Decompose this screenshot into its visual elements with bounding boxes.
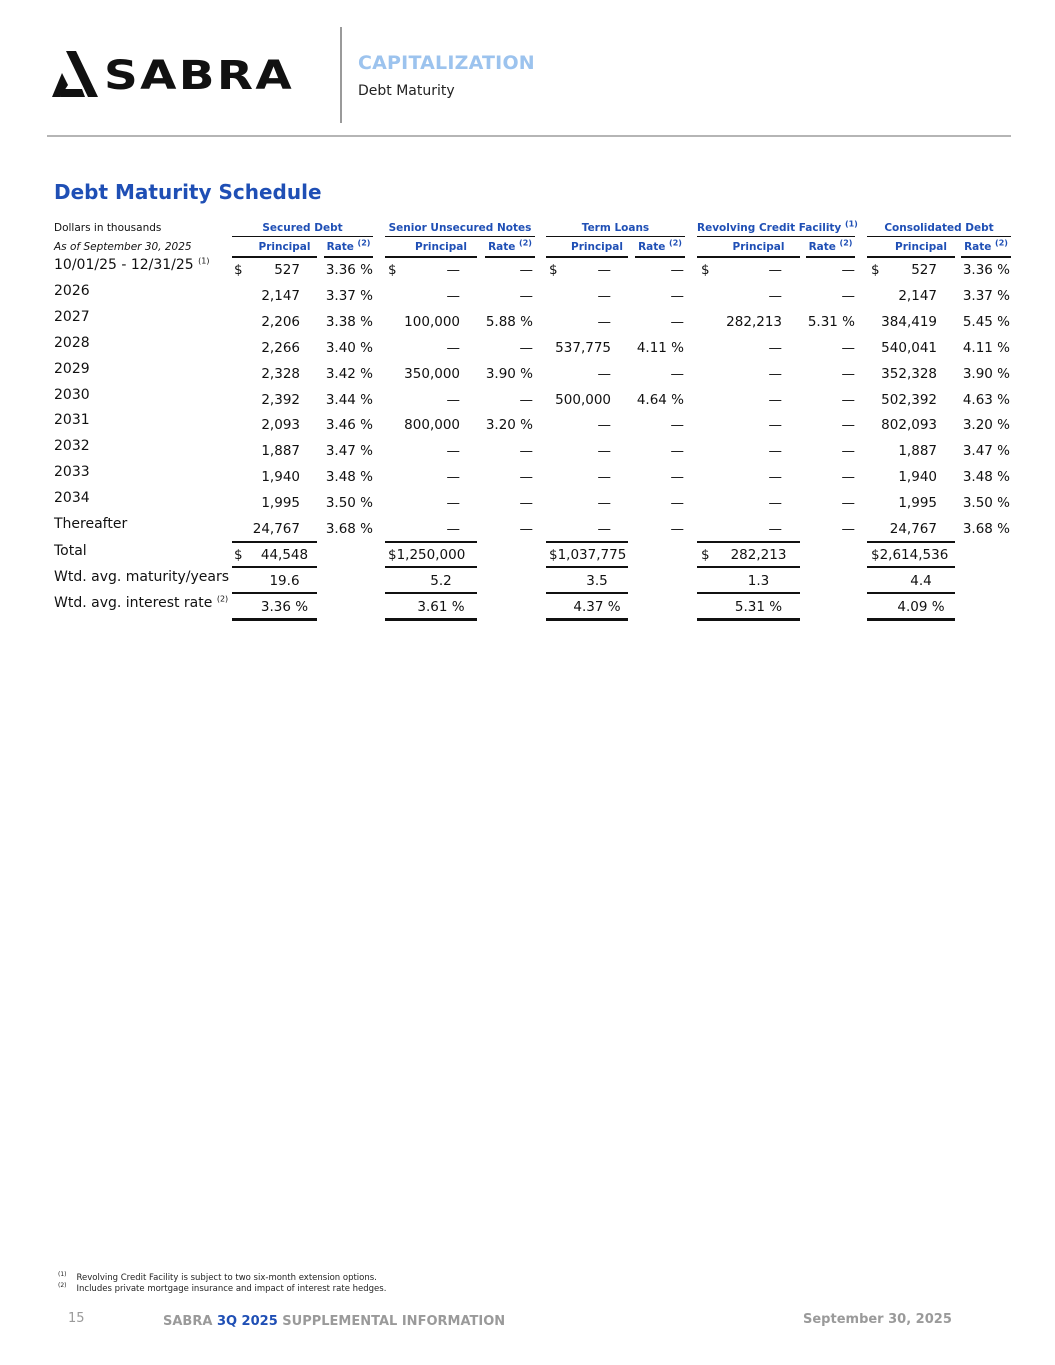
rate-value: 3.46 % [325,417,373,434]
section-subtitle: Debt Maturity [358,83,455,99]
rate-header-note: (2) [669,238,682,248]
rate-value: 3.37 % [962,287,1010,304]
row-label-text: 2031 [54,412,90,429]
rate-value: — [841,417,855,434]
row-label-text: 2033 [54,464,90,481]
group-underline [385,236,535,237]
rate-value: 4.63 % [962,391,1010,408]
group-underline [697,236,855,237]
rate-value: — [519,391,533,408]
header-divider [340,27,342,123]
row-label-text: 2034 [54,490,90,507]
principal-header: Principal [415,241,467,253]
rate-header-underline [635,256,685,258]
principal-value: — [768,495,782,512]
row-label-text: 2026 [54,282,90,299]
rate-header [806,239,855,255]
rate-value: — [841,287,855,304]
row-label-note: (2) [216,594,229,604]
rate-value: 4.11 % [962,339,1010,356]
rate-value: — [841,391,855,408]
principal-value: 1.3 [747,572,770,589]
principal-header-underline [867,256,955,258]
rate-header-label: Rate [964,241,992,253]
row-label [54,438,90,454]
column-group-name: Senior Unsecured Notes [388,222,532,234]
row-label [54,412,90,428]
principal-value: — [597,469,611,486]
principal-value: — [446,287,460,304]
rate-value: — [841,262,855,278]
maturity-rule [546,592,628,594]
rate-header [961,239,1011,255]
principal-value: — [768,287,782,304]
principal-value: — [446,443,460,460]
principal-value: — [597,495,611,512]
rate-header-note: (2) [995,238,1008,248]
column-group-header [697,219,858,236]
footer-brand: SABRA [163,1314,213,1329]
principal-value: 3.5 [586,572,608,589]
principal-value: 1,940 [261,469,300,486]
principal-value: — [446,495,460,512]
rate-value: 3.68 % [962,521,1010,537]
principal-value: — [597,262,611,278]
rate-value: 3.50 % [962,495,1010,512]
rate-value: — [841,495,855,512]
row-label-text: Wtd. avg. maturity/years [54,568,230,585]
principal-value: 384,419 [881,313,937,330]
principal-header: Principal [732,241,785,253]
group-underline [232,236,373,237]
rate-value: 3.44 % [325,391,373,408]
rate-value: — [519,287,533,304]
principal-value: — [597,287,611,304]
footnote-2-text: Includes private mortgage insurance and impact of interest rate hedges. [76,1283,387,1294]
sabra-logo-mark-icon [52,51,297,99]
group-underline [867,236,1011,237]
rate-value: 4.11 % [636,339,684,356]
rate-value: — [841,521,855,537]
currency-symbol: $ [701,546,710,563]
rate-header-underline [324,256,373,258]
rate-value: 3.90 % [485,365,533,382]
column-group-note: (1) [844,219,858,229]
principal-value: — [446,391,460,408]
principal-value: 5.2 [430,572,452,589]
subtotal-rule [546,541,628,543]
row-label [54,335,90,351]
rate-value: — [670,313,684,330]
row-label [54,309,90,325]
column-group-header [385,220,535,236]
principal-value: 24,767 [252,521,300,537]
total-rule [385,566,477,568]
principal-value: — [597,365,611,382]
rate-value: — [841,339,855,356]
interest-rate-rule [867,618,955,621]
principal-value: — [768,521,782,537]
column-group-name: Consolidated Debt [884,222,994,234]
principal-header: Principal [895,241,947,253]
row-label-text: 2029 [54,360,90,377]
row-label-note: (1) [198,256,210,266]
subtotal-rule [232,541,317,543]
rate-header-underline [806,256,855,258]
row-label-text: 2030 [54,386,90,403]
principal-value: 2,206 [261,313,300,330]
rate-value: 5.88 % [485,313,533,330]
rate-value: 3.36 % [325,262,373,278]
rate-value: 3.37 % [325,287,373,304]
rate-value: 3.36 % [962,262,1010,278]
principal-value: 2,328 [261,365,300,382]
interest-rate-rule [697,618,800,621]
rate-value: 4.64 % [636,391,684,408]
rate-value: 3.48 % [962,469,1010,486]
column-group-name: Revolving Credit Facility [697,222,842,234]
principal-value: — [768,443,782,460]
rate-header-note: (2) [839,238,853,248]
rate-header-label: Rate [808,241,836,253]
rate-value: — [670,495,684,512]
principal-header-underline [232,256,317,258]
principal-value: — [768,391,782,408]
principal-value: 2,392 [261,391,300,408]
row-label-text: 2028 [54,334,90,351]
principal-value: — [446,339,460,356]
subtotal-rule [697,541,800,543]
rate-value: 3.38 % [325,313,373,330]
page-number: 15 [68,1311,85,1326]
principal-value: — [446,521,460,537]
principal-value: 5.31 % [734,598,783,615]
footnote-2-mark: (2) [58,1282,67,1289]
logo-wordmark: SABRA [104,53,294,99]
principal-value: 100,000 [404,313,460,330]
footnote-1-mark: (1) [58,1271,67,1278]
maturity-rule [385,592,477,594]
rate-header [324,239,373,255]
principal-header: Principal [258,241,311,253]
column-group-header [232,220,373,236]
principal-value: 19.6 [269,572,300,589]
principal-value: 527 [274,262,300,278]
column-group-name: Secured Debt [262,222,343,234]
rate-value: 3.68 % [325,521,373,537]
footnote-1-text: Revolving Credit Facility is subject to two six-month extension options. [76,1272,377,1283]
column-group-name: Term Loans [581,222,650,234]
principal-value: — [768,469,782,486]
row-label [54,569,229,585]
rate-value: 3.50 % [325,495,373,512]
principal-value: — [597,521,611,537]
row-label [54,516,127,532]
interest-rate-rule [385,618,477,621]
rate-value: 3.42 % [325,365,373,382]
rate-value: 3.47 % [962,443,1010,460]
principal-value: 1,995 [261,495,300,512]
rate-header-underline [485,256,535,258]
total-rule [867,566,955,568]
column-group-header [867,220,1011,236]
units-label: Dollars in thousands [54,222,162,234]
principal-value: — [446,262,460,278]
principal-value: 282,213 [726,313,782,330]
total-rule [697,566,800,568]
principal-value: 4.37 % [573,598,621,615]
rate-value: — [519,339,533,356]
rate-header [485,239,535,255]
rate-value: — [519,262,533,278]
rate-value: 3.20 % [485,417,533,434]
currency-symbol: $ [701,262,710,278]
principal-value: 350,000 [404,365,460,382]
maturity-rule [697,592,800,594]
rate-value: 3.40 % [325,339,373,356]
principal-value: — [597,313,611,330]
maturity-rule [867,592,955,594]
principal-value: 3.36 % [260,598,309,615]
principal-header-underline [385,256,477,258]
section-title: CAPITALIZATION [358,52,535,74]
row-label [54,361,90,377]
rate-value: 3.48 % [325,469,373,486]
footer-date: September 30, 2025 [803,1312,952,1327]
principal-value: 540,041 [881,339,937,356]
principal-header-underline [697,256,800,258]
rate-header-note: (2) [357,238,371,248]
rate-value: — [841,469,855,486]
currency-symbol: $ [388,262,397,278]
principal-value: 537,775 [555,339,611,356]
principal-value: 4.4 [910,572,932,589]
row-label [54,387,90,403]
rate-header-underline [961,256,1011,258]
footer-doc-title: SUPPLEMENTAL INFORMATION [282,1314,506,1329]
principal-value: — [597,443,611,460]
principal-value: 44,548 [260,546,309,563]
rate-value: 5.45 % [962,313,1010,330]
row-label-text: 2027 [54,308,90,325]
rate-value: — [519,443,533,460]
principal-value: $2,614,536 [871,546,949,563]
row-label-text: Thereafter [54,516,128,532]
rate-value: — [519,521,533,537]
row-label-text: 10/01/25 - 12/31/25 [54,257,194,273]
row-label-text: 2032 [54,438,90,455]
principal-header-underline [546,256,628,258]
subtotal-rule [385,541,477,543]
footnote-2 [58,1282,386,1294]
rate-header-label: Rate [638,241,666,253]
principal-value: 2,147 [261,287,300,304]
page-title: Debt Maturity Schedule [54,180,322,204]
rate-value: — [670,469,684,486]
currency-symbol: $ [234,262,243,278]
principal-value: 2,093 [261,417,300,434]
header-rule [47,135,1011,137]
currency-symbol: $ [234,546,243,563]
footer-brand-line [163,1314,505,1329]
principal-value: 2,147 [898,287,937,304]
principal-value: — [768,365,782,382]
total-rule [232,566,317,568]
rate-header [635,239,685,255]
interest-rate-rule [546,618,628,621]
interest-rate-rule [232,618,317,621]
principal-value: 502,392 [881,391,937,408]
principal-value: 352,328 [881,365,937,382]
row-label [54,490,90,506]
rate-header-label: Rate [488,241,516,253]
principal-value: 4.09 % [897,598,945,615]
group-underline [546,236,685,237]
principal-value: — [768,262,782,278]
principal-value: $1,250,000 [388,546,466,563]
currency-symbol: $ [871,262,880,278]
principal-value: 24,767 [889,521,937,537]
rate-header-label: Rate [326,241,354,253]
principal-value: — [768,417,782,434]
total-rule [546,566,628,568]
rate-value: — [670,521,684,537]
principal-value: 1,887 [261,443,300,460]
principal-value: — [768,339,782,356]
footer-quarter: 3Q 2025 [216,1314,278,1329]
rate-value: — [670,417,684,434]
rate-value: — [519,495,533,512]
sabra-logo [52,51,297,99]
rate-value: — [519,469,533,486]
subtotal-rule [867,541,955,543]
principal-value: — [446,469,460,486]
as-of-label: As of September 30, 2025 [54,241,192,253]
row-label [54,595,228,611]
rate-value: — [670,365,684,382]
rate-value: — [841,443,855,460]
row-label [54,464,90,480]
currency-symbol: $ [549,262,558,278]
principal-value: $1,037,775 [549,546,627,563]
principal-value: 1,940 [898,469,937,486]
row-label-text: Wtd. avg. interest rate [54,594,213,611]
principal-header: Principal [571,241,623,253]
rate-value: — [670,443,684,460]
column-group-header [546,220,685,236]
row-label [54,283,90,299]
maturity-rule [232,592,317,594]
principal-value: 800,000 [404,417,460,434]
principal-value: 3.61 % [417,598,465,615]
rate-value: — [670,287,684,304]
rate-value: 3.20 % [962,417,1010,434]
principal-value: — [597,417,611,434]
rate-value: 3.47 % [325,443,373,460]
principal-value: 527 [911,262,937,278]
principal-value: 1,995 [898,495,937,512]
principal-value: 2,266 [261,339,300,356]
row-label [54,543,87,559]
row-label-text: Total [54,542,87,559]
principal-value: 500,000 [555,391,611,408]
principal-value: 282,213 [730,546,787,563]
principal-value: 802,093 [881,417,937,434]
rate-value: 3.90 % [962,365,1010,382]
rate-value: — [841,365,855,382]
rate-value: — [670,262,684,278]
rate-header-note: (2) [519,238,532,248]
rate-value: 5.31 % [807,313,855,330]
principal-value: 1,887 [898,443,937,460]
